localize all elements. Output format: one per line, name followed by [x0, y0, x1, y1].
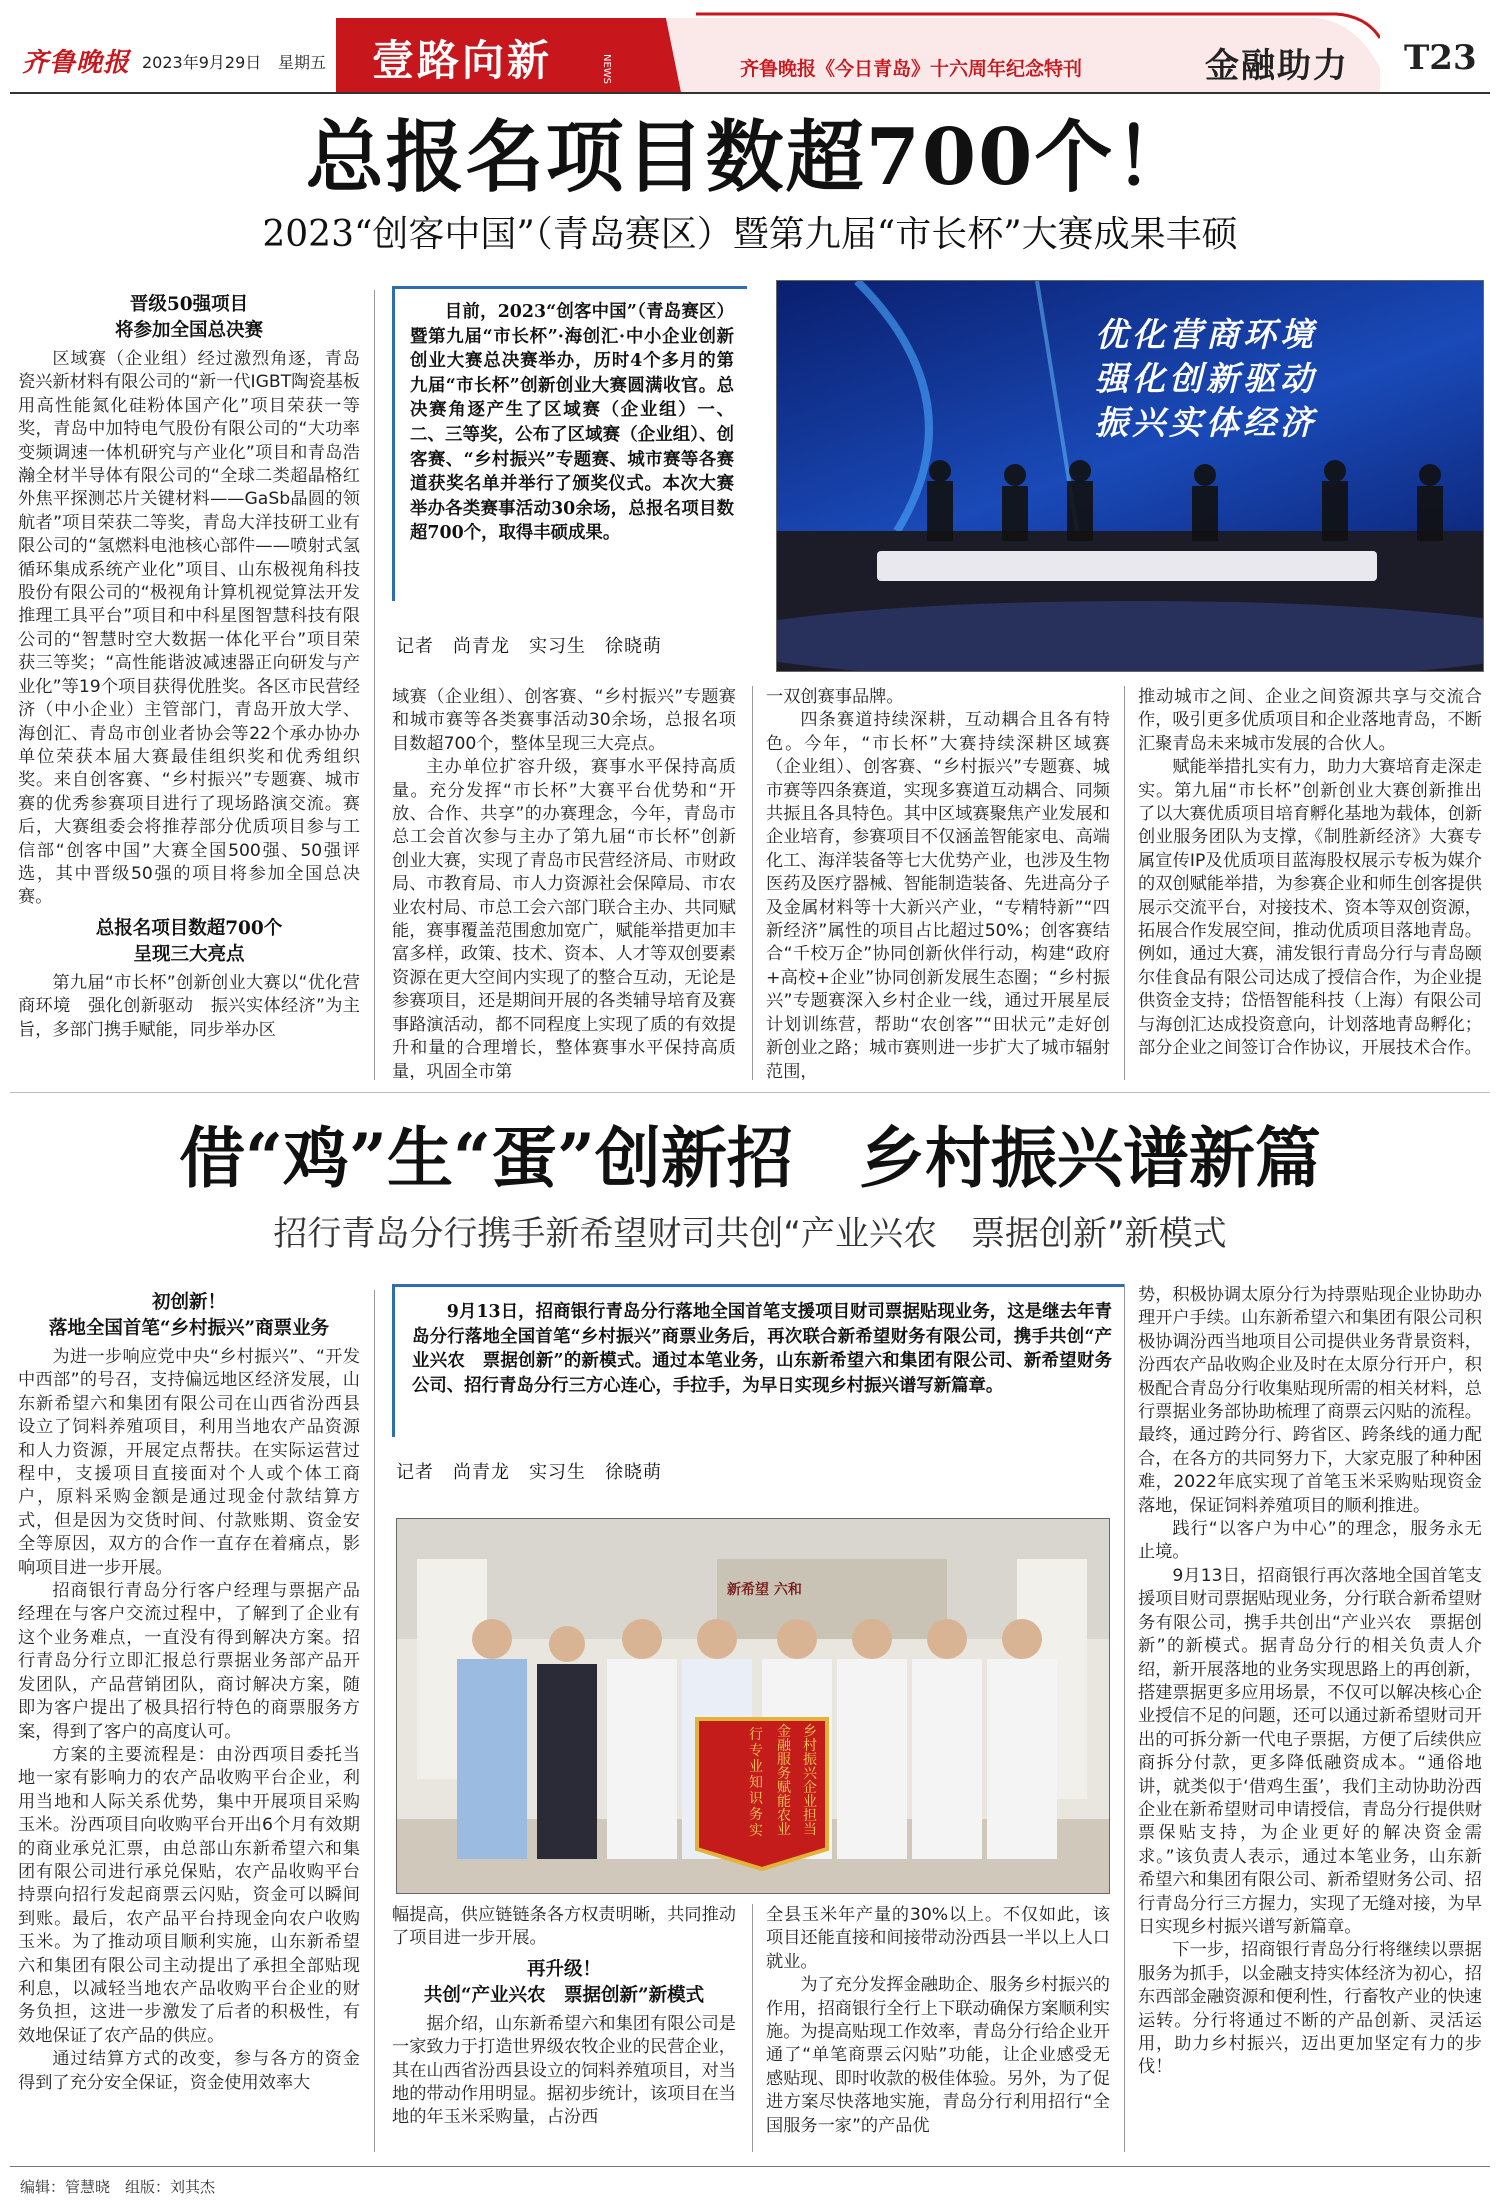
article2-paragraph: 通过结算方式的改变，参与各方的资金得到了充分安全保证，资金使用效率大: [18, 2049, 360, 2093]
article1-paragraph: 区域赛（企业组）经过激烈角逐，青岛瓷兴新材料有限公司的“新一代IGBT陶瓷基板用高性能氮化硅粉体国产化”项目荣获一等奖，青岛中加特电气股份有限公司的“大功率变频调速一体机研究与产业化”项目和青岛浩瀚全材半导体有限公司的“全球二类超晶格红外焦平探测芯片关键材料——GaSb晶圆的领航者”项目荣获二等奖，青岛大洋技研工业有限公司的“氢燃料电池核心部件——喷射式氢循环集成系统产业化”项目、山东极视角科技股份有限公司的“极视角计算机视觉算法开发推理工具平台”项目和中科星图智慧科技有限公司的“智慧时空大数据一体化平台”项目荣获三等奖；“高性能谐波减速器正向研发与产业化”等19个项目获得优胜奖。各区市民营经济（中小企业）主管部门，青岛开放大学、海创汇、青岛市创业者协会等22个承办协办单位荣获本届大赛最佳组织奖和优秀组织奖。来自创客赛、“乡村振兴”专题赛、城市赛的优秀参赛项目进行了现场路演交流。赛后，大赛组委会将推荐部分优质项目参与工信部“创客中国”大赛全国500强、50强评选，其中晋级50强的项目将参加全国总决赛。: [18, 349, 360, 908]
article1-paragraph: 赋能举措扎实有力，助力大赛培育走深走实。第九届“市长杯”创新创业大赛创新推出了以大赛优质项目培育孵化基地为载体，创新创业服务团队为支撑，《制胜新经济》大赛专属宣传IP及优质项目蓝海股权展示专板为媒介的双创赋能举措，为参赛企业和师生创客提供展示交流平台，对接技术、资本等双创资源，拓展合作发展空间，推动优质项目落地青岛。例如，通过大赛，浦发银行青岛分行与青岛颐尔佳食品有限公司达成了授信合作，为企业提供资金支持；岱悟智能科技（上海）有限公司与海创汇达成投资意向，计划落地青岛孵化；部分企业之间签订合作协议，开展技术合作。: [1138, 757, 1482, 1059]
column-divider: [752, 686, 753, 1080]
article2-paragraph: 全县玉米年产量的30%以上。不仅如此，该项目还能直接和间接带动汾西县一半以上人口就业。: [766, 1905, 1110, 1972]
article1-column-4: [1138, 686, 1482, 1080]
article2-lead: [412, 1300, 1112, 1430]
article2-subtitle: 招行青岛分行携手新希望财司共创“产业兴农 票据创新”新模式: [273, 1214, 1227, 1254]
paper-name-logo: 齐鲁晚报: [22, 48, 131, 78]
article2-paragraph: 为了充分发挥金融助企、服务乡村振兴的作用，招商银行全行上下联动确保方案顺利实施。为提高贴现工作效率，青岛分行给企业开通了“单笔商票云闪贴”功能，让企业感受无感贴现、即时收款的极佳体验。另外，为了促进方案尽快落地实施，青岛分行利用招行“全国服务一家”的产品优: [766, 1975, 1110, 2136]
article2-subhead-1a: 初创新！: [151, 1292, 226, 1313]
column-divider: [374, 290, 375, 1080]
masthead: [0, 0, 1500, 96]
column-divider: [374, 1290, 375, 2152]
article2-title: 借“鸡”生“蛋”创新招 乡村振兴谱新篇: [179, 1119, 1321, 1197]
article1-paragraph: 域赛（企业组）、创客赛、“乡村振兴”专题赛和城市赛等各类赛事活动30余场，总报名项目数超700个，整体呈现三大亮点。: [392, 687, 736, 754]
article1-lead: [410, 300, 734, 594]
article2-lead-text: 9月13日，招商银行青岛分行落地全国首笔支援项目财司票据贴现业务，这是继去年青岛分行落地全国首笔“乡村振兴”商票业务后，再次联合新希望财务有限公司，携手共创“产业兴农 票据创新”的新模式。通过本笔业务，山东新希望六和集团有限公司、新希望财务公司、招行青岛分行三方心连心，手拉手，为早日实现乡村振兴谱写新篇章。: [412, 1302, 1112, 1396]
article1-paragraph: 主办单位扩容升级，赛事水平保持高质量。充分发挥“市长杯”大赛平台优势和“开放、合作、共享”的办赛理念，今年，青岛市总工会首次参与主办了第九届“市长杯”创新创业大赛，实现了青岛市民营经济局、市财政局、市教育局、市人力资源社会保障局、市农业农村局、市总工会六部门联合主办、共同赋能，赛事覆盖范围愈加宽广，赋能举措更加丰富多样，政策、技术、资本、人才等双创要素资源在更大空间内实现了的整合互动，无论是参赛项目，还是期间开展的各类辅导培育及赛事路演活动，都不同程度上实现了质的有效提升和量的合理增长，整体赛事水平保持高质量，巩固全市第: [392, 757, 736, 1080]
article2-column-2: [392, 1904, 736, 2154]
footer-rule: [10, 2166, 1490, 2167]
photo-screen-line-3: 振兴实体经济: [1095, 403, 1317, 442]
banner-text-1: 行专业知识务实: [749, 1727, 763, 1839]
column-name: 金融助力: [1205, 46, 1349, 86]
article2-paragraph: 践行“以客户为中心”的理念，服务永无止境。: [1138, 1519, 1482, 1563]
column-divider: [1124, 686, 1125, 1080]
article2-paragraph: 幅提高，供应链链条各方权责明晰，共同推动了项目进一步开展。: [392, 1905, 736, 1949]
issue-date: 2023年9月29日: [142, 53, 262, 72]
article2-paragraph: 方案的主要流程是：由汾西项目委托当地一家有影响力的农产品收购平台企业，利用当地和人际关系优势，集中开展项目采购玉米。汾西项目向收购平台开出6个月有效期的商业承兑汇票，由总部山东新希望六和集团有限公司进行承兑保贴，农产品收购平台持票向招行发起商票云闪贴，资金可以瞬间到账。最后，农产品平台持现金向农户收购玉米。为了推动项目顺利实施，山东新希望六和集团有限公司主动提出了承担全部贴现利息，以减轻当地农产品收购平台企业的财务负担，这进一步激发了后者的积极性，有效地保证了农产品的供应。: [18, 1744, 360, 2046]
special-issue-title: 齐鲁晚报《今日青岛》十六周年纪念特刊: [740, 58, 1083, 80]
issue-weekday: 星期五: [278, 53, 327, 72]
article2-subhead-2a: 再升级！: [526, 1958, 601, 1980]
article1-title: 总报名项目数超700个！: [305, 112, 1195, 203]
article2-photo: [396, 1518, 1110, 1894]
article1-column-1: [18, 286, 360, 1078]
article-separator: [10, 1092, 1490, 1093]
article1-subhead-2a: 总报名项目数超700个: [95, 917, 283, 939]
banner-text-3: 乡村振兴企业担当: [803, 1724, 817, 1838]
article2-paragraph: 势，积极协调太原分行为持票贴现企业协助办理开户手续。山东新希望六和集团有限公司积极协调汾西当地项目公司提供业务背景资料，汾西农产品收购企业及时在太原分行开户，积极配合青岛分行收集贴现所需的相关材料，总行票据业务部协助梳理了商票云闪贴的流程。最终，通过跨分行、跨省区、跨条线的通力配合，在各方的共同努力下，大家克服了种种困难，2022年底实现了首笔玉米采购贴现资金落地，保证饲料养殖项目的顺利推进。: [1138, 1285, 1482, 1516]
article1-paragraph: 一双创赛事品牌。: [766, 687, 904, 707]
photo-screen-line-1: 优化营商环境: [1095, 315, 1317, 354]
article1-paragraph: 第九届“市长杯”创新创业大赛以“优化营商环境 强化创新驱动 振兴实体经济”为主旨，多部门携手赋能，同步举办区: [18, 972, 360, 1040]
article2-subhead-2b: 共创“产业兴农 票据创新”新模式: [423, 1984, 705, 2006]
article2-paragraph: 9月13日，招商银行再次落地全国首笔支援项目财司票据贴现业务，分行联合新希望财务有限公司，携手共创出“产业兴农 票据创新”的新模式。据青岛分行的相关负责人介绍，新开展落地的业务实现思路上的再创新，搭建票据更多应用场景，不仅可以解决核心企业授信不足的问题，还可以通过新希望财司开出的可拆分新一代电子票据，方便了后续供应商拆分付款，更多降低融资成本。“通俗地讲，就类似于‘借鸡生蛋’，我们主动协助汾西企业在新希望财司申请授信，青岛分行提供财票保贴支持，为企业更好的解决资金需求。”该负责人表示，通过本笔业务，山东新希望六和集团有限公司、新希望财务公司、招行青岛分行三方握力，实现了无缝对接，为早日实现乡村振兴谱写新篇章。: [1138, 1565, 1482, 1937]
article1-paragraph: 四条赛道持续深耕，互动耦合且各有特色。今年，“市长杯”大赛持续深耕区域赛（企业组）、创客赛、“乡村振兴”专题赛、城市赛等四条赛道，实现多赛道互动耦合、同频共振且各具特色。其中区域赛聚焦产业发展和企业培育，参赛项目不仅涵盖智能家电、高端化工、海洋装备等七大优势产业，也涉及生物医药及医疗器械、智能制造装备、先进高分子及金属材料等十大新兴产业，“专精特新”“四新经济”属性的项目占比超过50%；创客赛结合“千校万企”协同创新伙伴行动，构建“政府+高校+企业”协同创新发展生态圈；“乡村振兴”专题赛深入乡村企业一线，通过开展星辰计划训练营，帮助“农创客”“田状元”走好创新创业之路；城市赛则进一步扩大了城市辐射范围，: [766, 710, 1110, 1080]
article1-byline: 记者 尚青龙 实习生 徐晓萌: [396, 636, 662, 657]
article1-subtitle: 2023“创客中国”（青岛赛区）暨第九届“市长杯”大赛成果丰硕: [262, 214, 1238, 255]
article2-byline: 记者 尚青龙 实习生 徐晓萌: [396, 1462, 662, 1483]
article1-subhead-2b: 呈现三大亮点: [133, 943, 245, 965]
article2-paragraph: 据介绍，山东新希望六和集团有限公司是一家致力于打造世界级农牧企业的民营企业，其在山西省汾西县设立的饲料养殖项目，对当地的带动作用明显。据初步统计，该项目在当地的年玉米采购量，占汾西: [392, 2013, 736, 2128]
column-divider: [752, 1904, 753, 2152]
article1-subhead-1b: 将参加全国总决赛: [114, 320, 263, 341]
photo-wall-sign: 新希望 六和: [727, 1582, 802, 1598]
masthead-rule: [10, 92, 1490, 94]
article1-lead-text: 目前，2023“创客中国”（青岛赛区）暨第九届“市长杯”·海创汇·中小企业创新创业大赛总决赛举办，历时4个多月的第九届“市长杯”创新创业大赛圆满收官。总决赛角逐产生了区域赛（企业组）一、二、三等奖，公布了区域赛（企业组）、创客赛、“乡村振兴”专题赛、城市赛等各赛道获奖名单并举行了颁奖仪式。本次大赛举办各类赛事活动30余场，总报名项目数超700个，取得丰硕成果。: [410, 302, 734, 544]
section-logo-en: NEWS: [601, 54, 612, 85]
article2-paragraph: 招商银行青岛分行客户经理与票据产品经理在与客户交流过程中，了解到了企业有这个业务难点，一直没有得到解决方案。招行青岛分行立即汇报总行票据业务部产品开发团队，产品营销团队，商讨解决方案，随即为客户提出了极具招行特色的商票服务方案，得到了客户的高度认可。: [18, 1581, 360, 1742]
page-number: T23: [1404, 38, 1477, 78]
article2-paragraph: 下一步，招商银行青岛分行将继续以票据服务为抓手，以金融支持实体经济为初心，招东西部金融资源和便利性，行畜牧产业的快速运转。分行将通过不断的产品创新、灵活运用，助力乡村振兴，迈出更加坚定有力的步伐！: [1138, 1940, 1482, 2078]
column-divider: [1124, 1284, 1125, 2152]
article1-column-2: [392, 686, 736, 1080]
article2-subhead-1b: 落地全国首笔“乡村振兴”商票业务: [48, 1318, 330, 1339]
section-logo: 壹路向新: [372, 36, 553, 85]
article1-paragraph: 推动城市之间、企业之间资源共享与交流合作，吸引更多优质项目和企业落地青岛，不断汇聚青岛未来城市发展的合伙人。: [1138, 687, 1482, 754]
photo-screen-line-2: 强化创新驱动: [1095, 359, 1317, 398]
banner-text-2: 金融服务赋能农业: [777, 1724, 791, 1838]
article2-column-3: [766, 1904, 1110, 2154]
article2-paragraph: 为进一步响应党中央“乡村振兴”、“开发中西部”的号召，支持偏远地区经济发展，山东新希望六和集团有限公司在山西省汾西县设立了饲料养殖项目，利用当地农产品资源和人力资源，开展定点帮扶。在实际运营过程中，支援项目直接面对个人或个体工商户，原料采购金额是通过现金付款结算方式，但是因为交货时间、付款账期、资金安全等原因，双方的合作一直存在着痛点，影响项目进一步开展。: [18, 1347, 360, 1578]
article2-column-4: [1138, 1284, 1482, 2154]
article2-column-1: [18, 1284, 360, 2154]
article1-subhead-1a: 晋级50强项目: [129, 294, 249, 315]
article1-column-3: [766, 686, 1110, 1080]
footer-editor: 编辑：管慧晓 组版：刘其杰: [20, 2178, 216, 2196]
article1-photo: [776, 280, 1484, 672]
